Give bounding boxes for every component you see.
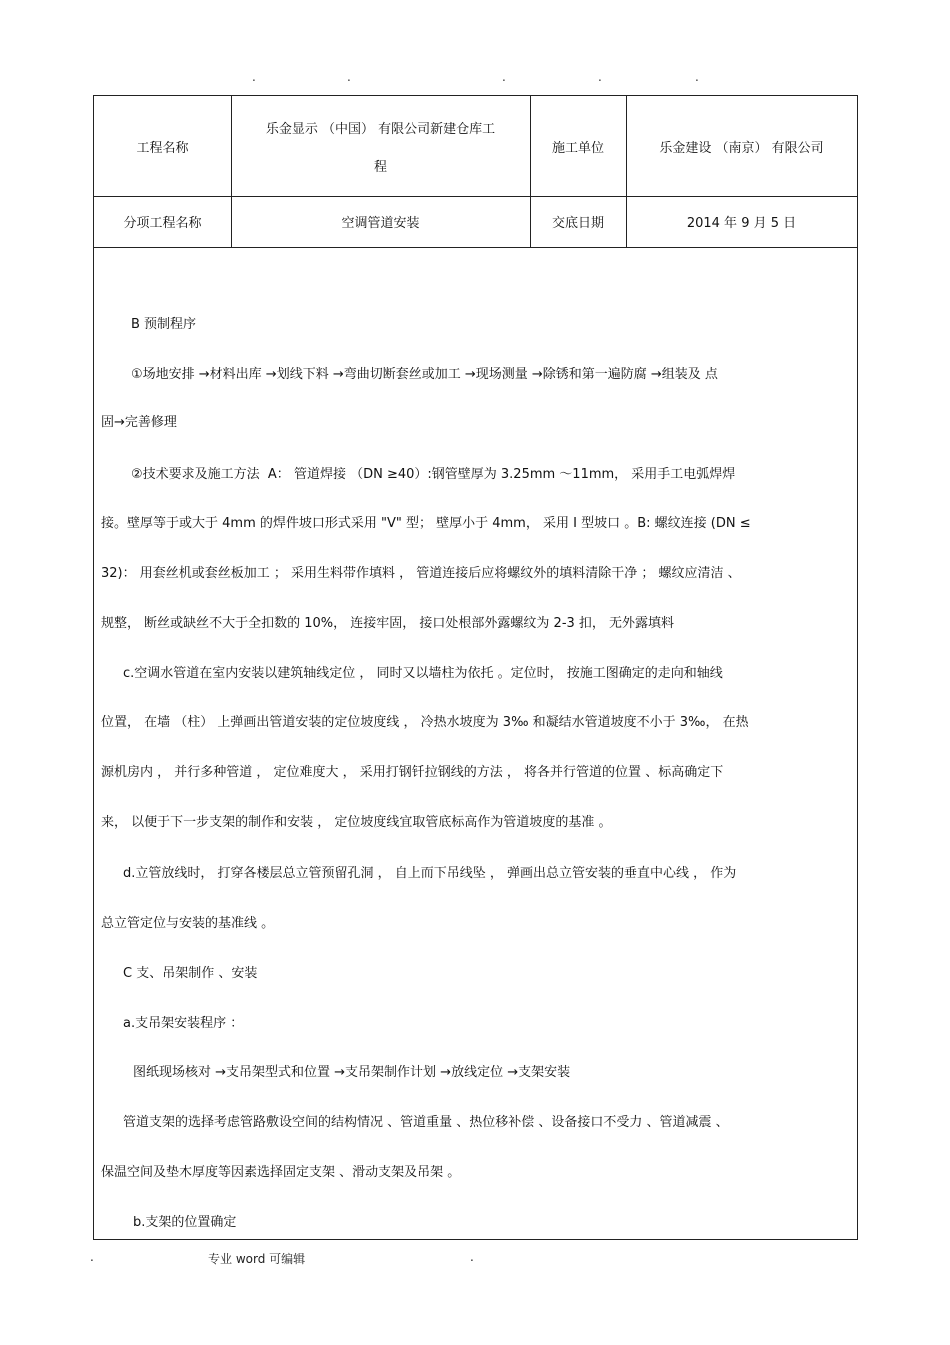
header-dot: .: [502, 70, 506, 84]
header-dot: .: [695, 70, 699, 84]
project-name-line-1: 乐金显示 （中国） 有限公司新建仓库工: [265, 121, 496, 137]
content-line: d.立管放线时， 打穿各楼层总立管预留孔洞 ， 自上而下吊线坠 ， 弹画出总立管安装的垂直中心线 ， 作为: [123, 866, 737, 881]
date-label: 交底日期: [551, 216, 604, 231]
content-line: ②技术要求及施工方法 A： 管道焊接 （DN ≥40）:钢管壁厚为 3.25mm ～11mm， 采用手工电弧焊焊: [131, 467, 736, 482]
content-line: 来， 以便于下一步支架的制作和安装 ， 定位坡度线宜取管底标高作为管道坡度的基准 。: [101, 815, 612, 830]
content-line: B 预制程序: [131, 317, 197, 332]
subitem-label: 分项工程名称: [123, 216, 202, 231]
header-dot: .: [252, 70, 256, 84]
content-line: 管道支架的选择考虑管路敷设空间的结构情况 、管道重量 、热位移补偿 、设备接口不受力 、管道减震 、: [123, 1115, 729, 1130]
date-value: 2014 年 9 月 5 日: [686, 216, 797, 231]
briefing-sheet: [93, 95, 858, 1240]
content-line: 图纸现场核对 →支吊架型式和位置 →支吊架制作计划 →放线定位 →支架安装: [133, 1065, 571, 1080]
content-line: 规整， 断丝或缺丝不大于全扣数的 10%， 连接牢固， 接口处根部外露螺纹为 2-3 扣， 无外露填料: [101, 616, 675, 631]
briefing-content: [94, 248, 857, 1240]
subitem-value: 空调管道安装: [341, 216, 420, 231]
header-dot: .: [347, 70, 351, 84]
project-name-label: 工程名称: [136, 140, 189, 156]
contractor-value: 乐金建设 （南京） 有限公司: [659, 140, 824, 156]
footer-text: 专业 word 可编辑: [208, 1252, 306, 1266]
content-line: 总立管定位与安装的基准线 。: [101, 916, 275, 931]
contractor-label: 施工单位: [551, 140, 604, 156]
content-line: C 支、吊架制作 、安装: [123, 966, 258, 981]
content-line: a.支吊架安装程序 ：: [123, 1016, 244, 1031]
content-line: b.支架的位置确定: [133, 1215, 237, 1230]
content-line: 位置， 在墙 （柱） 上弹画出管道安装的定位坡度线 ， 冷热水坡度为 3‰ 和凝结水管道坡度不小于 3‰， 在热: [101, 715, 749, 730]
footer-dot-right: .: [470, 1250, 474, 1264]
header-dot: .: [598, 70, 602, 84]
project-name-line-2: 程: [373, 159, 387, 175]
project-name-value: [231, 96, 530, 196]
content-line: c.空调水管道在室内安装以建筑轴线定位 ， 同时又以墙柱为依托 。定位时， 按施工图确定的走向和轴线: [123, 666, 723, 681]
content-line: 固→完善修理: [101, 415, 177, 430]
content-line: 保温空间及垫木厚度等因素选择固定支架 、滑动支架及吊架 。: [101, 1165, 461, 1180]
content-line: 源机房内 ， 并行多种管道 ， 定位难度大 ， 采用打钢钎拉钢线的方法 ， 将各并行管道的位置 、标高确定下: [101, 765, 724, 780]
content-line: 32)： 用套丝机或套丝板加工 ； 采用生料带作填料 ， 管道连接后应将螺纹外的填料清除干净 ； 螺纹应清洁 、: [101, 566, 741, 581]
footer-dot-left: .: [90, 1250, 94, 1264]
content-line: ①场地安排 →材料出库 →划线下料 →弯曲切断套丝或加工 →现场测量 →除锈和第一遍防腐 →组装及 点: [131, 367, 718, 382]
content-line: 接。壁厚等于或大于 4mm 的焊件坡口形式采用 "V" 型； 壁厚小于 4mm， 采用 I 型坡口 。B: 螺纹连接 (DN ≤: [101, 516, 751, 531]
